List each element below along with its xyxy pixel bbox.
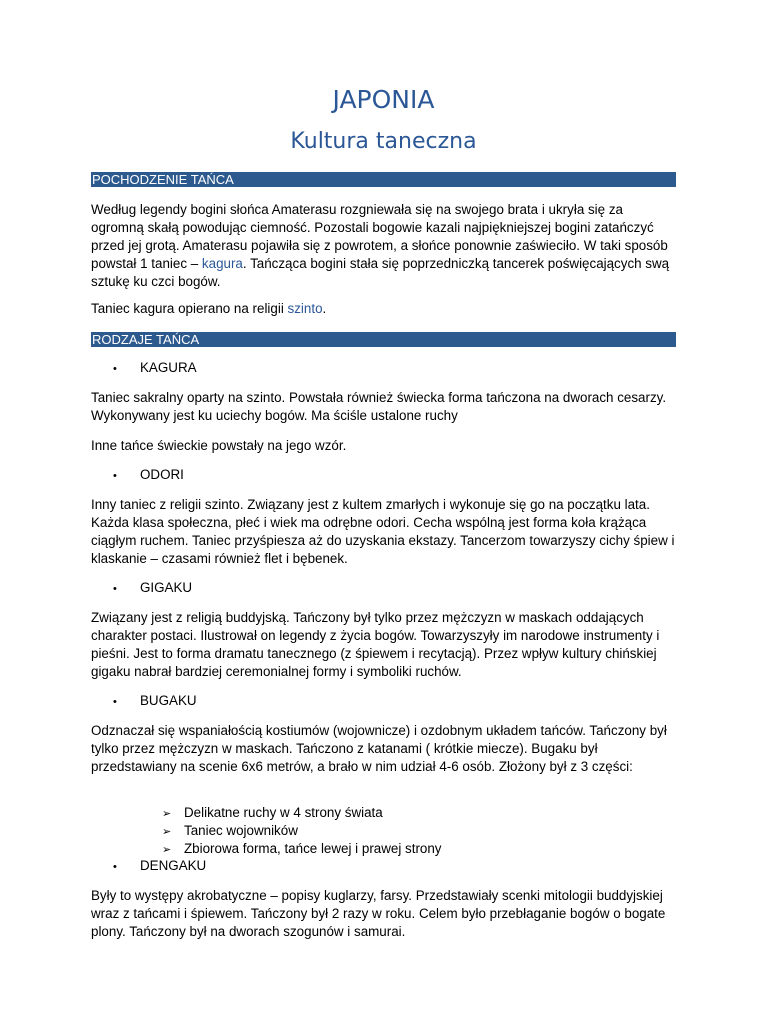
bugaku-part-label: Zbiorowa forma, tańce lewej i prawej strony	[184, 841, 442, 856]
kagura-heading: KAGURA	[140, 360, 197, 375]
bullet-icon: •	[113, 696, 117, 708]
kagura-paragraph-2: Inne tańce świeckie powstały na jego wzór.	[91, 438, 347, 453]
arrow-bullet-icon: ➢	[162, 826, 172, 838]
arrow-bullet-icon: ➢	[162, 844, 172, 856]
szinto-link[interactable]: szinto	[287, 301, 323, 316]
bugaku-heading: BUGAKU	[140, 693, 197, 708]
bugaku-part-label: Delikatne ruchy w 4 strony świata	[184, 805, 383, 820]
bugaku-part-label: Taniec wojowników	[184, 823, 298, 838]
origin-p1-text: Według legendy bogini słońca Amaterasu rozgniewała się na swojego brata i ukryła się za ogromną skałą powodując ciemność. Pozostali bogowie kazali najpiękniejszej bogini zatańczyć przed jej grotą. Amaterasu pojawiła się z powrotem, a słońce ponownie zaświeciło. W taki sposób powstał 1 taniec –	[91, 202, 668, 271]
bullet-icon: •	[113, 583, 117, 595]
origin-p2-text: Taniec kagura opierano na religii	[91, 301, 288, 316]
odori-heading: ODORI	[140, 467, 184, 482]
odori-paragraph: Inny taniec z religii szinto. Związany jest z kultem zmarłych i wykonuje się go na początku lata. Każda klasa społeczna, płeć i wiek ma odrębne odori. Cecha wspólną jest forma koła krążąca ciągłym ruchem. Taniec przyśpiesza aż do uzyskania ekstazy. Tancerzom towarzyszy cichy śpiew i klaskanie – czasami również flet i bębenek.	[91, 497, 675, 566]
bugaku-part-1	[162, 804, 383, 823]
kagura-link[interactable]: kagura	[201, 256, 243, 271]
bullet-icon: •	[113, 363, 117, 375]
arrow-bullet-icon: ➢	[162, 808, 172, 820]
origin-paragraph-1	[91, 201, 676, 291]
dengaku-heading: DENGAKU	[140, 858, 207, 873]
bugaku-part-2	[162, 822, 298, 841]
document-subtitle: Kultura taneczna	[290, 129, 477, 154]
section-header-types: RODZAJE TAŃCA	[91, 332, 676, 347]
list-item-bugaku	[113, 692, 197, 711]
list-item-kagura	[113, 359, 197, 378]
list-item-dengaku	[113, 857, 206, 876]
list-item-odori	[113, 466, 184, 485]
bugaku-paragraph: Odznaczał się wspaniałością kostiumów (wojownicze) i ozdobnym układem tańców. Tańczony był tylko przez mężczyzn w maskach. Tańczono z katanami ( krótkie miecze). Bugaku był przedstawiany na scenie 6x6 metrów, a brało w nim udział 4-6 osób. Złożony był z 3 części:	[91, 723, 667, 774]
gigaku-heading: GIGAKU	[140, 580, 193, 595]
kagura-paragraph-1: Taniec sakralny oparty na szinto. Powstała również świecka forma tańczona na dworach cesarzy. Wykonywany jest ku uciechy bogów. Ma ściśle ustalone ruchy	[91, 390, 667, 423]
dengaku-paragraph: Były to występy akrobatyczne – popisy kuglarzy, farsy. Przedstawiały scenki mitologii buddyjskiej wraz z tańcami i śpiewem. Tańczony był 2 razy w roku. Celem było przebłaganie bogów o bogate plony. Tańczony był na dworach szogunów i samurai.	[91, 888, 666, 939]
origin-paragraph-2	[91, 300, 676, 318]
bullet-icon: •	[113, 861, 117, 873]
document-title: JAPONIA	[332, 85, 435, 114]
bullet-icon: •	[113, 470, 117, 482]
list-item-gigaku	[113, 579, 192, 598]
section-header-origin: POCHODZENIE TAŃCA	[91, 172, 676, 187]
origin-p2-text-end: .	[322, 301, 327, 316]
origin-p1-text-end: . Tańcząca bogini stała się poprzedniczką tancerek poświęcających swą sztukę ku czci bogów.	[91, 256, 670, 289]
gigaku-paragraph: Związany jest z religią buddyjską. Tańczony był tylko przez mężczyzn w maskach oddających charakter postaci. Ilustrował on legendy z życia bogów. Towarzyszyły im narodowe instrumenty i pieśni. Jest to forma dramatu tanecznego (z śpiewem i recytacją). Przez wpływ kultury chińskiej gigaku nabrał bardziej ceremonialnej formy i symboliki ruchów.	[91, 610, 660, 679]
